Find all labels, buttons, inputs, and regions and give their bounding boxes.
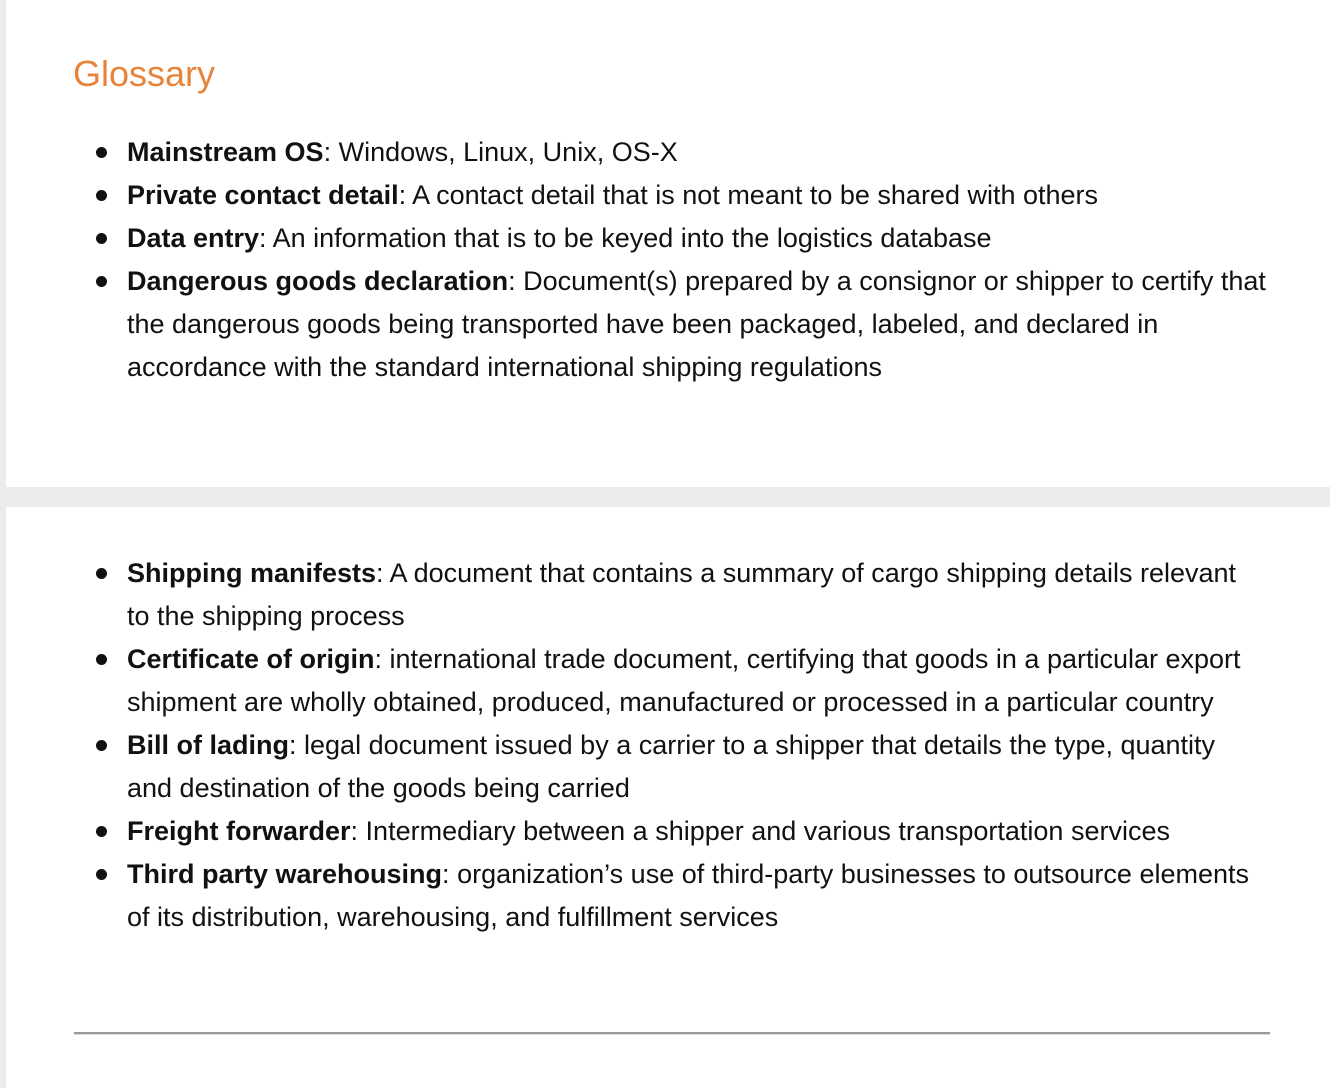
- glossary-definition: organization’s use of third-party businesses to outsource elements of its distribution, warehousing, and fulfillment services: [127, 859, 1250, 932]
- glossary-list-top: [6, 131, 1266, 389]
- glossary-item: Private contact detail: A contact detail that is not meant to be shared with others: [6, 174, 1266, 217]
- glossary-item: Shipping manifests: A document that contains a summary of cargo shipping details relevant to the shipping process: [6, 552, 1266, 638]
- glossary-term: Mainstream OS: [127, 137, 324, 167]
- glossary-item: Data entry: An information that is to be keyed into the logistics database: [6, 217, 1266, 260]
- glossary-term: Bill of lading: [127, 730, 289, 760]
- glossary-term: Data entry: [127, 223, 260, 253]
- glossary-term: Certificate of origin: [127, 644, 375, 674]
- glossary-definition: Windows, Linux, Unix, OS-X: [338, 137, 678, 167]
- glossary-definition: international trade document, certifying that goods in a particular export shipment are wholly obtained, produced, manufactured or processed in a particular country: [127, 644, 1241, 717]
- glossary-item: Freight forwarder: Intermediary between a shipper and various transportation services: [6, 810, 1266, 853]
- glossary-definition: A document that contains a summary of cargo shipping details relevant to the shipping process: [127, 558, 1237, 631]
- glossary-item: Third party warehousing: organization’s use of third-party businesses to outsource elements of its distribution, warehousing, and fulfillment services: [6, 853, 1266, 939]
- glossary-definition: An information that is to be keyed into the logistics database: [272, 223, 992, 253]
- glossary-definition: Intermediary between a shipper and various transportation services: [365, 816, 1170, 846]
- glossary-item: Bill of lading: legal document issued by a carrier to a shipper that details the type, quantity and destination of the goods being carried: [6, 724, 1266, 810]
- glossary-item: Mainstream OS: Windows, Linux, Unix, OS-X: [6, 131, 1266, 174]
- horizontal-divider: [74, 1032, 1270, 1035]
- glossary-item: Certificate of origin: international trade document, certifying that goods in a particular export shipment are wholly obtained, produced, manufactured or processed in a particular country: [6, 638, 1266, 724]
- glossary-list-bottom: [6, 552, 1266, 939]
- glossary-item: Dangerous goods declaration: Document(s) prepared by a consignor or shipper to certify that the dangerous goods being transported have been packaged, labeled, and declared in accordance with the standard international shipping regulations: [6, 260, 1266, 389]
- glossary-term: Private contact detail: [127, 180, 399, 210]
- glossary-definition: A contact detail that is not meant to be shared with others: [412, 180, 1099, 210]
- glossary-heading: Glossary: [73, 53, 216, 94]
- glossary-term: Freight forwarder: [127, 816, 351, 846]
- glossary-term: Dangerous goods declaration: [127, 266, 509, 296]
- glossary-panel-bottom: [6, 507, 1330, 1088]
- glossary-definition: legal document issued by a carrier to a shipper that details the type, quantity and destination of the goods being carried: [127, 730, 1216, 803]
- glossary-term: Third party warehousing: [127, 859, 443, 889]
- glossary-term: Shipping manifests: [127, 558, 377, 588]
- glossary-definition: Document(s) prepared by a consignor or shipper to certify that the dangerous goods being transported have been packaged, labeled, and declared in accordance with the standard international shipping regulations: [127, 266, 1266, 382]
- glossary-panel-top: [6, 0, 1330, 487]
